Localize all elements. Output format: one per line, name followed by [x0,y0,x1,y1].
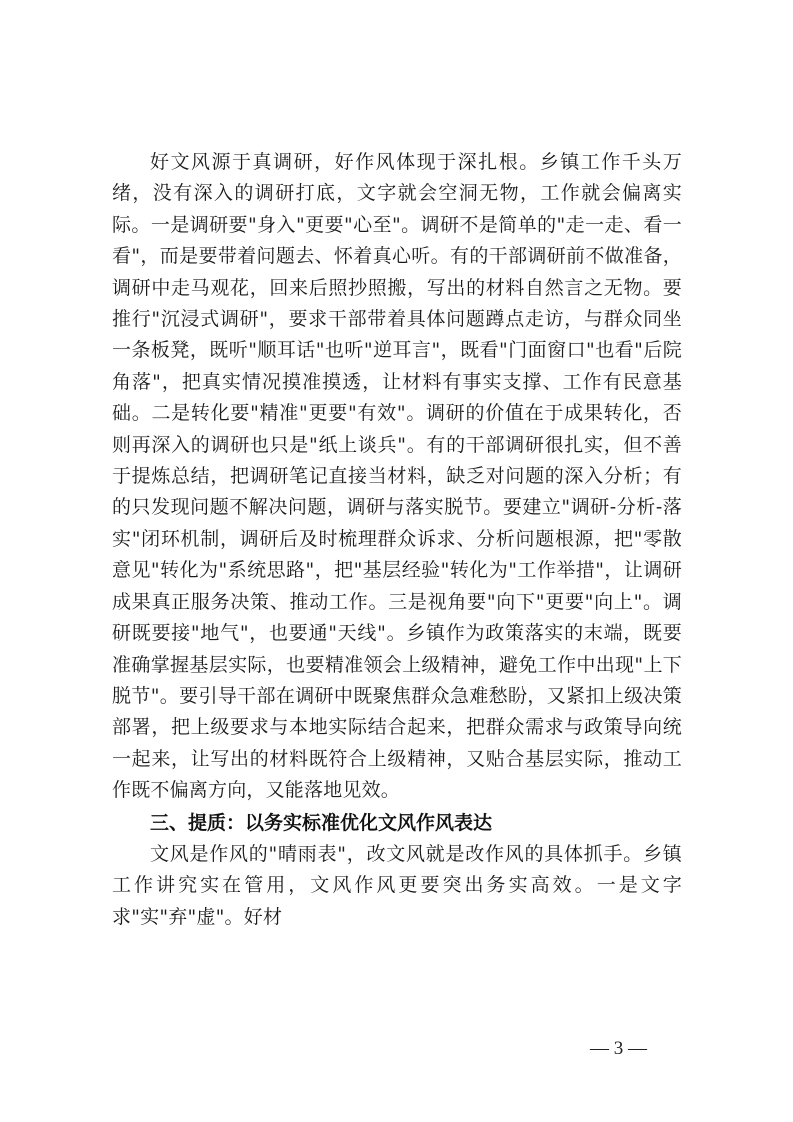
page-number: — 3 — [590,1038,647,1059]
body-paragraph: 文风是作风的"晴雨表"，改文风就是改作风的具体抓手。乡镇工作讲究实在管用，文风作风更要突出务实高效。一是文字求"实"弃"虚"。好材 [112,842,682,928]
document-body [112,147,682,933]
body-paragraph: 好文风源于真调研，好作风体现于深扎根。乡镇工作千头万绪，没有深入的调研打底，文字就会空洞无物，工作就会偏离实际。一是调研要"身入"更要"心至"。调研不是简单的"走一走、看一看"，而是要带着问题去、怀着真心听。有的干部调研前不做准备，调研中走马观花，回来后照抄照搬，写出的材料自然言之无物。要推行"沉浸式调研"，要求干部带着具体问题蹲点走访，与群众同坐一条板凳，既听"顺耳话"也听"逆耳言"，既看"门面窗口"也看"后院角落"，把真实情况摸准摸透，让材料有事实支撑、工作有民意基础。二是转化要"精准"更要"有效"。调研的价值在于成果转化，否则再深入的调研也只是"纸上谈兵"。有的干部调研很扎实，但不善于提炼总结，把调研笔记直接当材料，缺乏对问题的深入分析；有的只发现问题不解决问题，调研与落实脱节。要建立"调研-分析-落实"闭环机制，调研后及时梳理群众诉求、分析问题根源，把"零散意见"转化为"系统思路"，把"基层经验"转化为"工作举措"，让调研成果真正服务决策、推动工作。三是视角要"向下"更要"向上"。调研既要接"地气"，也要通"天线"。乡镇作为政策落实的末端，既要准确掌握基层实际，也要精准领会上级精神，避免工作中出现"上下脱节"。要引导干部在调研中既聚焦群众急难愁盼，又紧扣上级决策部署，把上级要求与本地实际结合起来，把群众需求与政策导向统一起来，让写出的材料既符合上级精神，又贴合基层实际，推动工作既不偏离方向，又能落地见效。 [112,151,682,802]
section-heading: 三、提质：以务实标准优化文风作风表达 [150,811,493,834]
